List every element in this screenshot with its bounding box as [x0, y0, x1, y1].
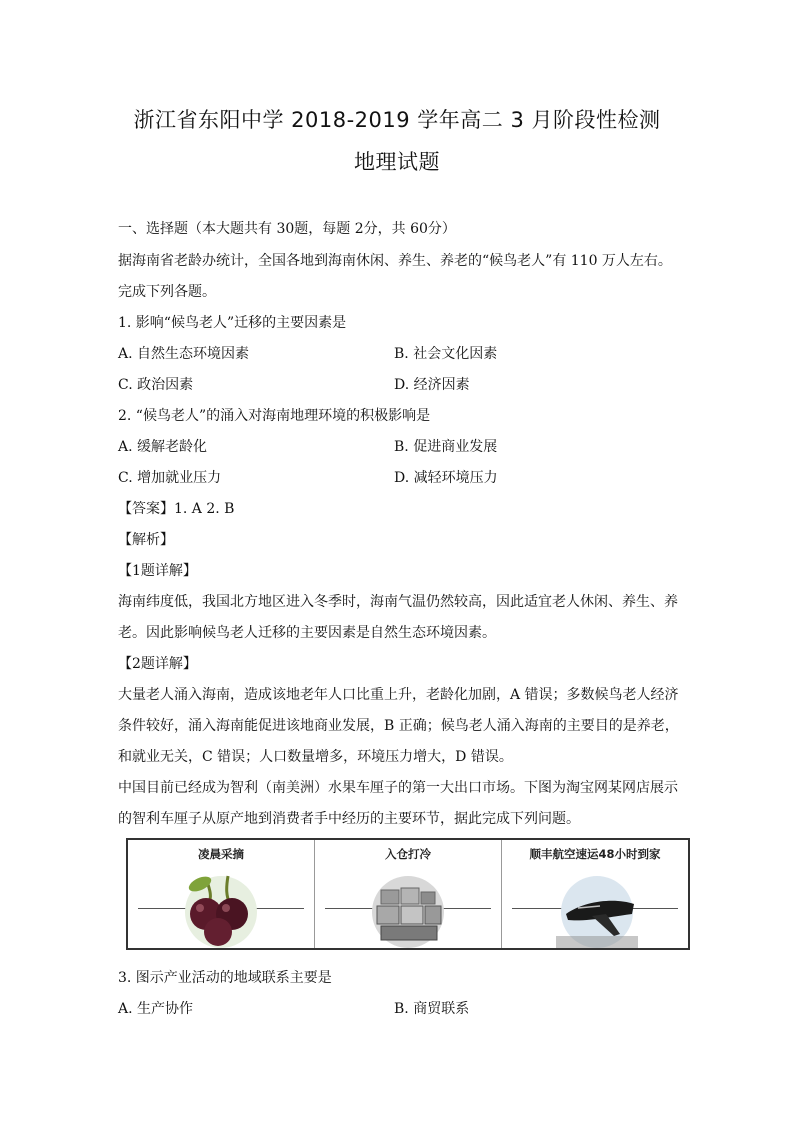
- q1-option-c: C. 政治因素: [118, 377, 194, 393]
- detail2-line2: 条件较好，涌入海南能促进该地商业发展，B 正确；候鸟老人涌入海南的主要目的是养老，: [118, 718, 679, 734]
- section-heading: 一、选择题（本大题共有 30题，每题 2分，共 60分）: [118, 221, 456, 237]
- passage1-line2: 完成下列各题。: [118, 284, 216, 300]
- q2-option-d: D. 减轻环境压力: [394, 470, 498, 486]
- detail2-line1: 大量老人涌入海南，造成该地老年人口比重上升，老龄化加剧，A 错误；多数候鸟老人经济: [118, 687, 679, 703]
- q3-option-a: A. 生产协作: [118, 1001, 194, 1017]
- q2-option-c: C. 增加就业压力: [118, 470, 222, 486]
- exam-subtitle: 地理试题: [354, 150, 440, 174]
- warehouse-photo: [367, 870, 449, 948]
- detail1-line1: 海南纬度低，我国北方地区进入冬季时，海南气温仍然较高，因此适宜老人休闲、养生、养: [118, 594, 678, 610]
- q1-option-d: D. 经济因素: [394, 377, 470, 393]
- detail1-label: 【1题详解】: [118, 563, 197, 579]
- airplane-photo: [556, 870, 638, 948]
- cherry-supply-chain-figure: [126, 838, 690, 950]
- q3-option-b: B. 商贸联系: [394, 1001, 470, 1017]
- figure-panel-cold-storage: [315, 840, 501, 948]
- passage1-line1: 据海南省老龄办统计，全国各地到海南休闲、养生、养老的“候鸟老人”有 110 万人左右。: [118, 253, 672, 269]
- cherries-photo: [176, 870, 266, 948]
- q2-option-b: B. 促进商业发展: [394, 439, 498, 455]
- q1-option-a: A. 自然生态环境因素: [118, 346, 250, 362]
- detail2-label: 【2题详解】: [118, 656, 197, 672]
- q3-stem: 3. 图示产业活动的地域联系主要是: [118, 970, 332, 986]
- figure-panel-picking: [128, 840, 314, 948]
- passage2-line1: 中国目前已经成为智利（南美洲）水果车厘子的第一大出口市场。下图为淘宝网某网店展示: [118, 780, 678, 796]
- passage2-line2: 的智利车厘子从原产地到消费者手中经历的主要环节，据此完成下列问题。: [118, 811, 580, 827]
- q1-stem: 1. 影响“候鸟老人”迁移的主要因素是: [118, 315, 347, 331]
- q1-option-b: B. 社会文化因素: [394, 346, 498, 362]
- analysis-label: 【解析】: [118, 532, 174, 548]
- panel-caption-air-freight: 顺丰航空速运48小时到家: [529, 847, 661, 861]
- figure-panel-air-freight: [502, 840, 688, 948]
- q2-option-a: A. 缓解老龄化: [118, 439, 208, 455]
- q2-stem: 2. “候鸟老人”的涌入对海南地理环境的积极影响是: [118, 408, 431, 424]
- answer-line: 【答案】1. A 2. B: [118, 501, 235, 517]
- detail1-line2: 老。因此影响候鸟老人迁移的主要因素是自然生态环境因素。: [118, 625, 496, 641]
- panel-caption-picking: 凌晨采摘: [198, 847, 244, 861]
- panel-caption-cold-storage: 入仓打冷: [385, 847, 431, 861]
- exam-title: 浙江省东阳中学 2018-2019 学年高二 3 月阶段性检测: [133, 108, 661, 132]
- detail2-line3: 和就业无关，C 错误；人口数量增多，环境压力增大，D 错误。: [118, 749, 513, 765]
